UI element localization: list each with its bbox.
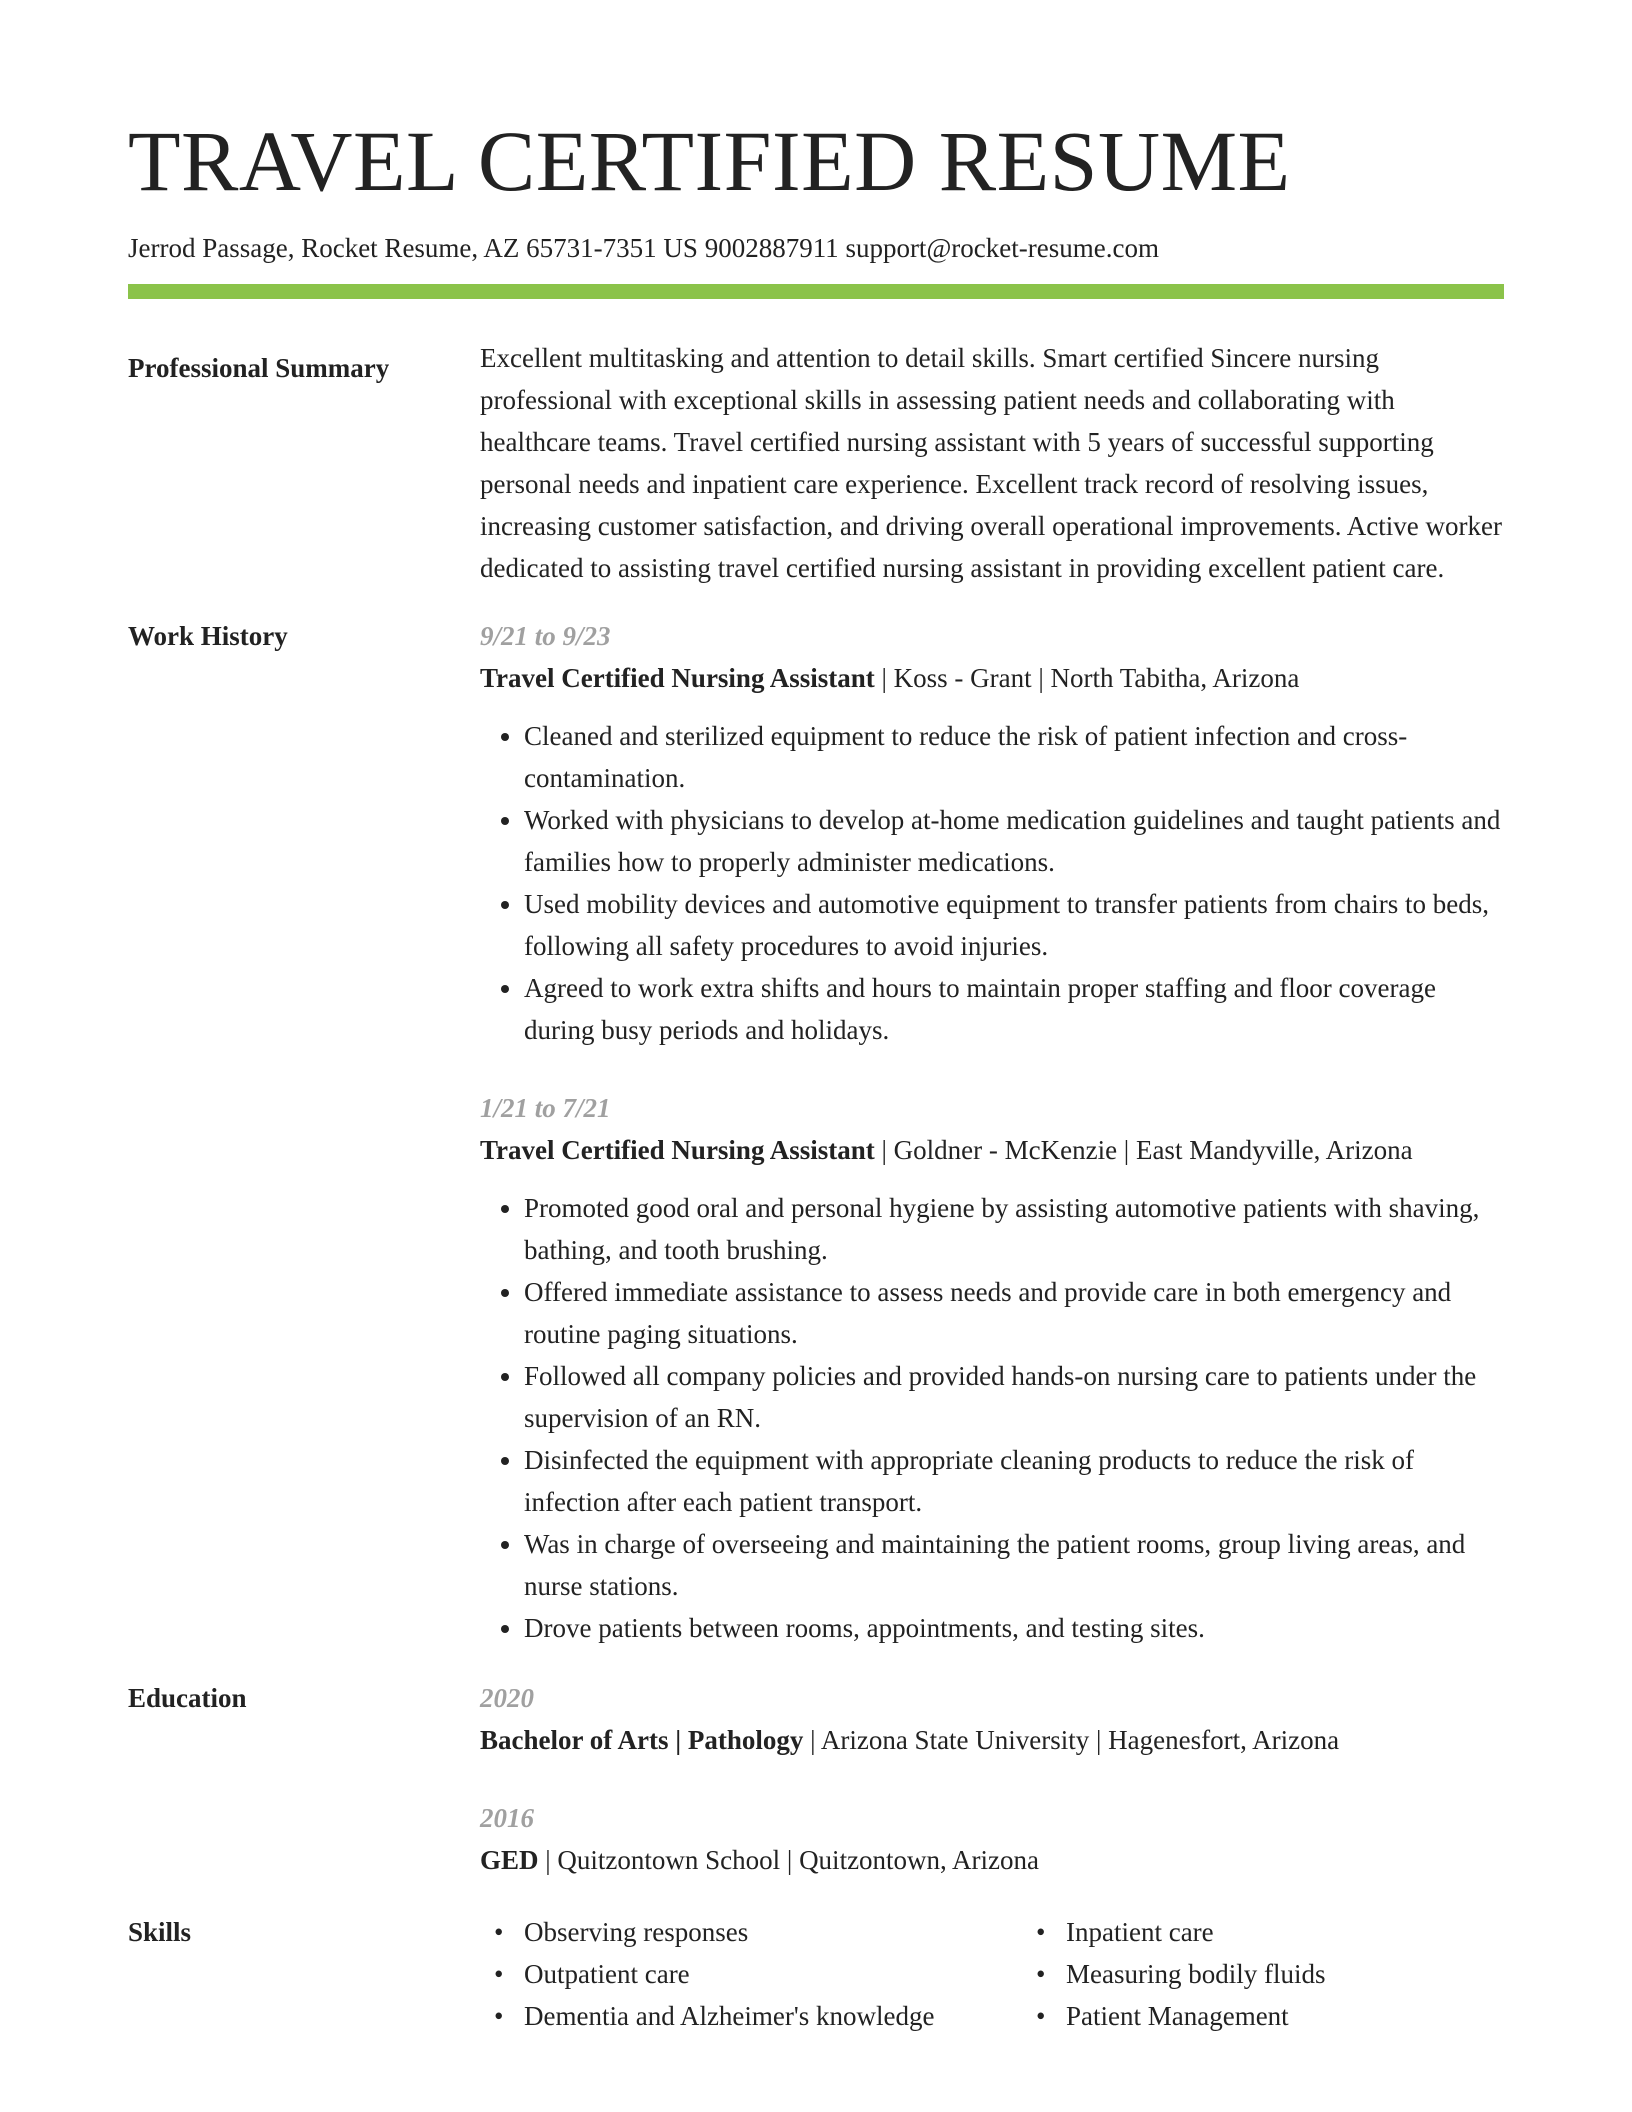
- contact-address: Jerrod Passage, Rocket Resume, AZ 65731-7351 US: [128, 233, 698, 263]
- list-item: • Measuring bodily fluids: [1022, 1953, 1504, 1995]
- list-item: • Agreed to work extra shifts and hours to maintain proper staffing and floor coverage during busy periods and holidays.: [524, 967, 1504, 1051]
- list-item: • Observing responses: [480, 1911, 962, 1953]
- list-item: • Patient Management: [1022, 1995, 1504, 2037]
- education-entry: [480, 1797, 1504, 1881]
- list-item: • Drove patients between rooms, appointments, and testing sites.: [524, 1607, 1504, 1649]
- list-item: • Used mobility devices and automotive equipment to transfer patients from chairs to beds, following all safety procedures to avoid injuries.: [524, 883, 1504, 967]
- work-history-section: [128, 615, 1504, 1649]
- summary-text: Excellent multitasking and attention to detail skills. Smart certified Sincere nursing professional with exceptional skills in assessing patient needs and collaborating with healthcare teams. Travel certified nursing assistant with 5 years of successful supporting personal needs and inpatient care experience. Excellent track record of resolving issues, increasing customer satisfaction, and driving overall operational improvements. Active worker dedicated to assisting travel certified nursing assistant in providing excellent patient care.: [480, 343, 1502, 584]
- section-heading: Work History: [128, 621, 288, 652]
- education-year: 2016: [480, 1803, 534, 1834]
- summary-section: [128, 343, 1504, 589]
- education-section: [128, 1677, 1504, 1881]
- list-item: • Worked with physicians to develop at-home medication guidelines and taught patients and families how to properly administer medications.: [524, 799, 1504, 883]
- job-bullets: [480, 715, 1504, 1051]
- job-title: Travel Certified Nursing Assistant: [480, 1135, 875, 1166]
- header-divider: [128, 284, 1504, 299]
- education-details: | Quitzontown School | Quitzontown, Arizona: [538, 1845, 1040, 1876]
- education-degree: GED: [480, 1845, 539, 1876]
- section-heading: Professional Summary: [128, 353, 390, 384]
- section-heading: Education: [128, 1683, 247, 1714]
- job-details: | Koss - Grant | North Tabitha, Arizona: [874, 663, 1300, 694]
- list-item: • Cleaned and sterilized equipment to reduce the risk of patient infection and cross-contamination.: [524, 715, 1504, 799]
- job-role: [480, 657, 1504, 699]
- job-role: [480, 1129, 1504, 1171]
- job-dates: 1/21 to 7/21: [480, 1093, 611, 1124]
- job-dates: 9/21 to 9/23: [480, 621, 611, 652]
- contact-phone: 9002887911: [704, 233, 839, 263]
- list-item: • Disinfected the equipment with appropriate cleaning products to reduce the risk of infection after each patient transport.: [524, 1439, 1504, 1523]
- section-heading: Skills: [128, 1917, 192, 1948]
- job-title: Travel Certified Nursing Assistant: [480, 663, 875, 694]
- job-entry: [480, 615, 1504, 1051]
- education-year: 2020: [480, 1683, 534, 1714]
- contact-email: support@rocket-resume.com: [845, 233, 1159, 263]
- list-item: • Inpatient care: [1022, 1911, 1504, 1953]
- education-degree: Bachelor of Arts | Pathology: [480, 1725, 804, 1756]
- job-bullets: [480, 1187, 1504, 1649]
- list-item: • Was in charge of overseeing and maintaining the patient rooms, group living areas, and nurse stations.: [524, 1523, 1504, 1607]
- education-degree-line: [480, 1719, 1504, 1761]
- job-entry: [480, 1087, 1504, 1649]
- contact-line: [128, 232, 1504, 264]
- list-item: • Followed all company policies and provided hands-on nursing care to patients under the supervision of an RN.: [524, 1355, 1504, 1439]
- skills-section: [128, 1911, 1504, 2037]
- resume-title: TRAVEL CERTIFIED RESUME: [128, 113, 1291, 209]
- resume-page: [128, 0, 1504, 2037]
- list-item: • Dementia and Alzheimer's knowledge: [480, 1995, 962, 2037]
- education-degree-line: [480, 1839, 1504, 1881]
- education-details: | Arizona State University | Hagenesfort, Arizona: [803, 1725, 1340, 1756]
- list-item: • Offered immediate assistance to assess needs and provide care in both emergency and routine paging situations.: [524, 1271, 1504, 1355]
- education-entry: [480, 1677, 1504, 1761]
- job-details: | Goldner - McKenzie | East Mandyville, Arizona: [874, 1135, 1413, 1166]
- skills-list: [480, 1911, 1504, 2037]
- list-item: • Promoted good oral and personal hygiene by assisting automotive patients with shaving, bathing, and tooth brushing.: [524, 1187, 1504, 1271]
- list-item: • Outpatient care: [480, 1953, 962, 1995]
